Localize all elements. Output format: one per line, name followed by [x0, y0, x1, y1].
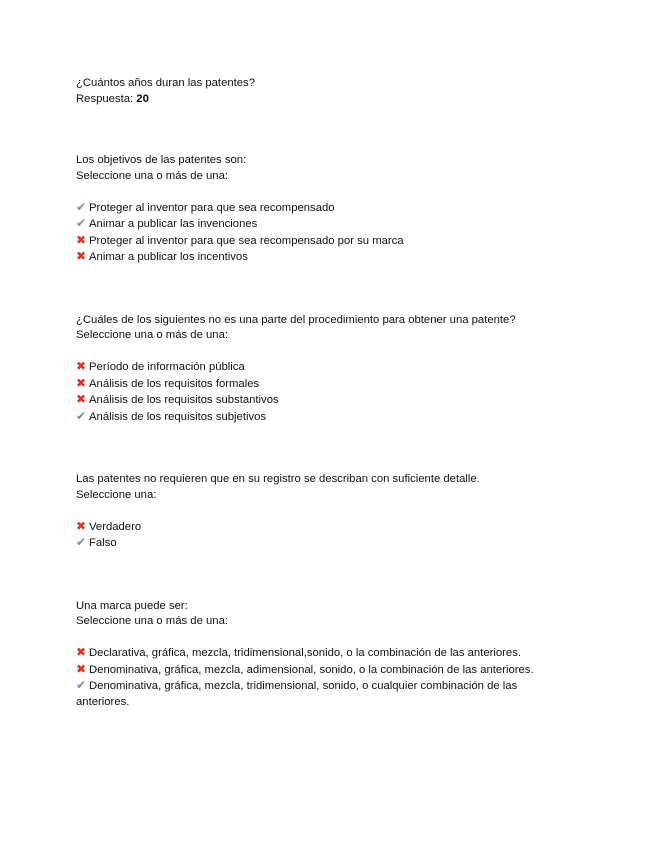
question-3-instruction: Seleccione una o más de una:	[76, 329, 228, 341]
option-item	[76, 519, 566, 536]
option-text: Verdadero	[89, 520, 142, 533]
question-4-text: Las patentes no requieren que en su registro se describan con suficiente detalle.	[76, 473, 480, 485]
question-5-options	[76, 645, 566, 710]
option-text: Animar a publicar los incentivos	[89, 251, 248, 263]
cross-icon: ✖	[76, 375, 87, 390]
question-3	[76, 313, 566, 426]
option-item	[76, 645, 566, 662]
question-1	[76, 76, 566, 107]
option-text: Análisis de los requisitos formales	[89, 377, 260, 390]
option-item	[76, 233, 566, 250]
document-page	[76, 76, 566, 710]
question-4	[76, 472, 566, 552]
check-icon: ✔	[76, 408, 87, 423]
option-text: Declarativa, gráfica, mezcla, tridimensional,sonido, o la combinación de las anteriores.	[89, 647, 522, 659]
cross-icon: ✖	[76, 359, 87, 373]
option-text: Análisis de los requisitos subjetivos	[89, 410, 267, 423]
option-item	[76, 678, 566, 710]
question-1-text: ¿Cuántos años duran las patentes?	[76, 77, 255, 89]
option-item	[76, 200, 566, 217]
question-3-text: ¿Cuáles de los siguientes no es una parte del procedimiento para obtener una patente?	[76, 313, 516, 326]
question-5-instruction: Seleccione una o más de una:	[76, 615, 228, 627]
check-icon: ✔	[76, 199, 87, 214]
check-icon: ✔	[76, 216, 87, 230]
question-4-instruction: Seleccione una:	[76, 488, 157, 501]
question-2-options	[76, 200, 566, 266]
option-item	[76, 662, 566, 679]
question-2-instruction: Seleccione una o más de una:	[76, 169, 228, 182]
option-text: Animar a publicar las invenciones	[89, 218, 258, 230]
option-text: Proteger al inventor para que sea recompensado	[89, 201, 335, 214]
cross-icon: ✖	[76, 392, 87, 406]
option-text: Denominativa, gráfica, mezcla, adimensional, sonido, o la combinación de las anteriores.	[89, 663, 534, 676]
question-4-options	[76, 519, 566, 552]
option-text: Análisis de los requisitos substantivos	[89, 394, 279, 406]
question-2	[76, 153, 566, 266]
cross-icon: ✖	[76, 249, 87, 263]
answer-value: 20	[136, 92, 149, 105]
question-5	[76, 599, 566, 711]
cross-icon: ✖	[76, 232, 87, 247]
question-3-options	[76, 359, 566, 425]
option-text: Período de información pública	[89, 361, 245, 373]
cross-icon: ✖	[76, 518, 87, 533]
question-5-text: Una marca puede ser:	[76, 599, 188, 612]
question-2-text: Los objetivos de las patentes son:	[76, 154, 247, 166]
option-item	[76, 359, 566, 376]
option-item	[76, 392, 566, 409]
option-item	[76, 216, 566, 233]
option-item	[76, 535, 566, 552]
option-item	[76, 249, 566, 266]
option-item	[76, 376, 566, 393]
check-icon: ✔	[76, 678, 87, 692]
option-text: Falso	[89, 537, 117, 549]
question-1-answer	[76, 92, 566, 108]
cross-icon: ✖	[76, 645, 87, 659]
check-icon: ✔	[76, 535, 87, 549]
cross-icon: ✖	[76, 661, 87, 676]
option-item	[76, 409, 566, 426]
option-text: Denominativa, gráfica, mezcla, tridimensional, sonido, o cualquier combinación de las anteriores.	[76, 680, 518, 708]
option-text: Proteger al inventor para que sea recompensado por su marca	[89, 234, 404, 247]
answer-label: Respuesta:	[76, 92, 137, 105]
